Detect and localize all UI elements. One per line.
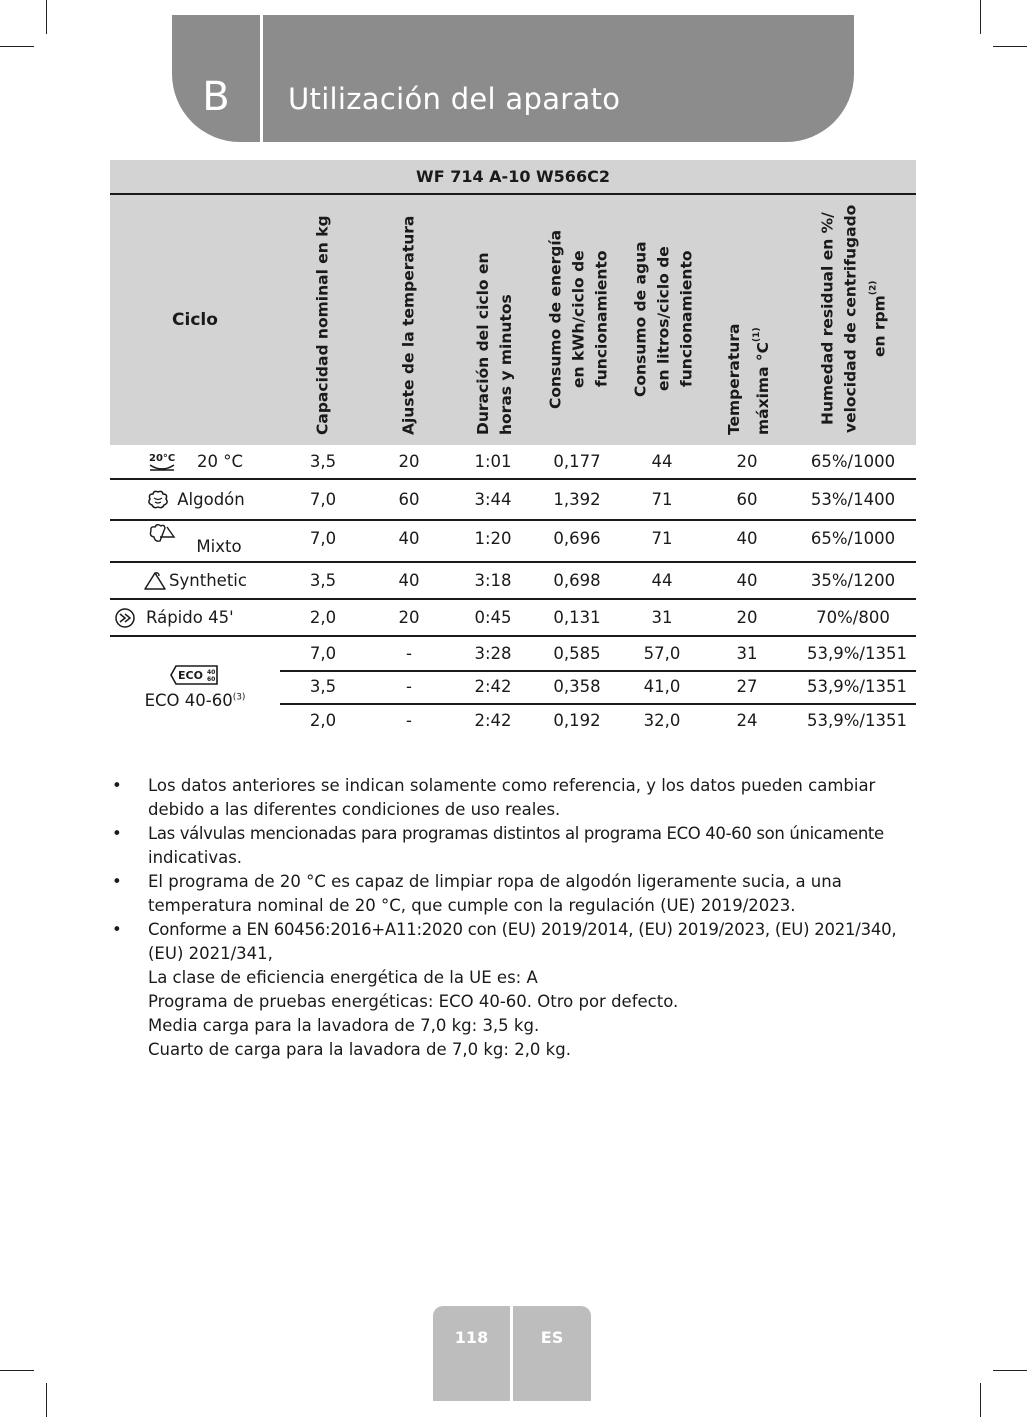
cell-water: 71 xyxy=(651,529,673,548)
cell-water: 44 xyxy=(651,452,673,471)
cell-max-temp: 24 xyxy=(736,711,758,730)
cell-max-temp: 27 xyxy=(736,677,758,696)
cell-duration: 2:42 xyxy=(474,711,512,730)
cell-max-temp: 31 xyxy=(736,644,758,663)
table-row xyxy=(110,445,916,480)
crop-mark xyxy=(0,46,34,47)
header-divider xyxy=(260,15,263,142)
cell-duration: 3:28 xyxy=(474,644,512,663)
cell-capacity: 3,5 xyxy=(309,571,337,590)
table-row xyxy=(280,704,916,737)
col-header-max-temperature: Temperatura máxima $^\circ C^{(1)}$ xyxy=(724,323,773,435)
cell-capacity: 2,0 xyxy=(309,608,337,627)
cell-max-temp: 40 xyxy=(736,571,758,590)
cell-capacity: 3,5 xyxy=(309,452,337,471)
cell-moisture: 53%/1400 xyxy=(810,490,896,509)
cycle-name: Algodón xyxy=(177,490,245,509)
cell-energy: 0,131 xyxy=(553,608,601,627)
table-header xyxy=(110,195,916,445)
svg-text:60: 60 xyxy=(207,675,216,683)
col-header-energy: Consumo de energía en kWh/ciclo de funcionamiento xyxy=(546,229,611,409)
section-letter: B xyxy=(202,74,230,120)
cell-moisture: 70%/800 xyxy=(816,608,890,627)
cell-duration: 2:42 xyxy=(474,677,512,696)
cell-temperature: 20 xyxy=(398,608,420,627)
cell-capacity: 7,0 xyxy=(309,644,337,663)
col-header-duration: Duración del ciclo en horas y minutos xyxy=(474,252,515,435)
cell-duration: 3:44 xyxy=(474,490,512,509)
cell-capacity: 2,0 xyxy=(309,711,337,730)
cell-temperature: - xyxy=(406,677,412,696)
cycle-cell xyxy=(110,527,280,556)
col-header-water: Consumo de agua en litros/ciclo de funcionamiento xyxy=(631,241,696,397)
cell-moisture: 53,9%/1351 xyxy=(807,677,907,696)
table-row xyxy=(110,563,916,600)
crop-mark xyxy=(993,1370,1027,1371)
svg-text:40: 40 xyxy=(207,668,216,676)
bullet: • xyxy=(112,920,122,939)
table-row xyxy=(280,670,916,705)
cell-max-temp: 20 xyxy=(736,608,758,627)
table-row xyxy=(110,600,916,637)
crop-mark xyxy=(993,46,1027,47)
cell-energy: 0,358 xyxy=(553,677,601,696)
synthetic-icon xyxy=(143,570,167,592)
cell-energy: 1,392 xyxy=(553,490,601,509)
crop-mark xyxy=(46,0,47,34)
cell-duration: 3:18 xyxy=(474,571,512,590)
cell-max-temp: 60 xyxy=(736,490,758,509)
cell-energy: 0,177 xyxy=(553,452,601,471)
cell-energy: 0,192 xyxy=(553,711,601,730)
rapid-icon xyxy=(114,607,136,629)
cell-water: 32,0 xyxy=(643,711,681,730)
cell-temperature: 40 xyxy=(398,571,420,590)
page-footer xyxy=(433,1306,591,1401)
cell-energy: 0,696 xyxy=(553,529,601,548)
cell-water: 41,0 xyxy=(643,677,681,696)
note-item: • Las válvulas mencionadas para programas distintos al programa ECO 40-60 son únicamente indicativas. xyxy=(112,824,884,867)
cycle-name: 20 °C xyxy=(196,452,243,471)
cycle-cell xyxy=(110,607,280,629)
crop-mark xyxy=(980,1383,981,1417)
cell-water: 71 xyxy=(651,490,673,509)
col-header-residual-moisture: Humedad residual en %/ velocidad de centrifugado en rpm$^{(2)}$ xyxy=(818,204,889,434)
cell-duration: 1:20 xyxy=(474,529,512,548)
cell-capacity: 3,5 xyxy=(309,677,337,696)
page-number: 118 xyxy=(433,1306,510,1401)
cell-water: 44 xyxy=(651,571,673,590)
model-title: WF 714 A-10 W566C2 xyxy=(110,160,916,195)
eco-cycle-cell xyxy=(110,637,280,737)
cell-temperature: - xyxy=(406,711,412,730)
cycle-name: ECO 40-60 xyxy=(144,690,233,710)
col-header-temperature-setting: Ajuste de la temperatura xyxy=(399,215,418,435)
cycle-name: Rápido 45' xyxy=(146,608,234,627)
table-row xyxy=(110,521,916,563)
cell-moisture: 53,9%/1351 xyxy=(807,711,907,730)
cell-energy: 0,698 xyxy=(553,571,601,590)
footnote-mark: (3) xyxy=(232,692,246,702)
cell-temperature: 60 xyxy=(398,490,420,509)
cell-temperature: - xyxy=(406,644,412,663)
bullet: • xyxy=(112,872,122,891)
table-row xyxy=(110,480,916,521)
notes-list xyxy=(110,774,920,1062)
section-header xyxy=(172,15,854,142)
cell-water: 57,0 xyxy=(643,644,681,663)
cycle-name: Mixto xyxy=(196,536,242,556)
svg-text:20°C: 20°C xyxy=(148,452,176,464)
svg-text:ECO: ECO xyxy=(178,668,203,682)
cell-duration: 1:01 xyxy=(474,452,512,471)
ciclo-header: Ciclo xyxy=(172,310,218,330)
language-code: ES xyxy=(513,1306,591,1401)
cycle-name: Synthetic xyxy=(169,571,247,590)
cell-max-temp: 20 xyxy=(736,452,758,471)
cell-temperature: 20 xyxy=(398,452,420,471)
crop-mark xyxy=(46,1383,47,1417)
section-title: Utilización del aparato xyxy=(288,82,621,116)
bullet: • xyxy=(112,824,122,843)
cotton-icon xyxy=(145,489,171,511)
cell-moisture: 65%/1000 xyxy=(810,529,896,548)
cell-duration: 0:45 xyxy=(474,608,512,627)
cell-energy: 0,585 xyxy=(553,644,601,663)
cell-temperature: 40 xyxy=(398,529,420,548)
cell-moisture: 53,9%/1351 xyxy=(807,644,907,663)
program-table xyxy=(110,160,916,737)
bullet: • xyxy=(112,776,122,795)
crop-mark xyxy=(980,0,981,34)
table-row xyxy=(280,637,916,672)
note-item: • El programa de 20 °C es capaz de limpiar ropa de algodón ligeramente sucia, a una temperatura nominal de 20 °C, que cumple con la regulación (UE) 2019/2023. xyxy=(112,872,842,915)
crop-mark xyxy=(0,1370,34,1371)
cell-max-temp: 40 xyxy=(736,529,758,548)
eco-block xyxy=(110,637,916,737)
cell-moisture: 35%/1200 xyxy=(810,571,896,590)
cycle-cell xyxy=(110,489,280,511)
cell-capacity: 7,0 xyxy=(309,529,337,548)
mixed-icon xyxy=(148,523,176,545)
20c-icon xyxy=(147,451,177,473)
note-item: • Los datos anteriores se indican solamente como referencia, y los datos pueden cambiar debido a las diferentes condiciones de uso reales. xyxy=(112,776,876,819)
cycle-cell xyxy=(110,451,280,473)
cycle-cell xyxy=(110,570,280,592)
cell-water: 31 xyxy=(651,608,673,627)
col-header-capacity: Capacidad nominal en kg xyxy=(313,215,332,435)
cell-moisture: 65%/1000 xyxy=(810,452,896,471)
eco-icon xyxy=(170,665,220,685)
note-item: • Conforme a EN 60456:2016+A11:2020 con (EU) 2019/2014, (EU) 2019/2023, (EU) 2021/340, (EU) 2021/341, La clase de eficiencia energética de la UE es: A Programa de pruebas energéticas: ECO 40-60. Otro por defecto. Media carga para la lavadora de 7,0 kg: 3,5 kg. Cuarto de carga para la lavadora de 7,0 kg: 2,0 kg. xyxy=(112,920,897,1059)
cell-capacity: 7,0 xyxy=(309,490,337,509)
